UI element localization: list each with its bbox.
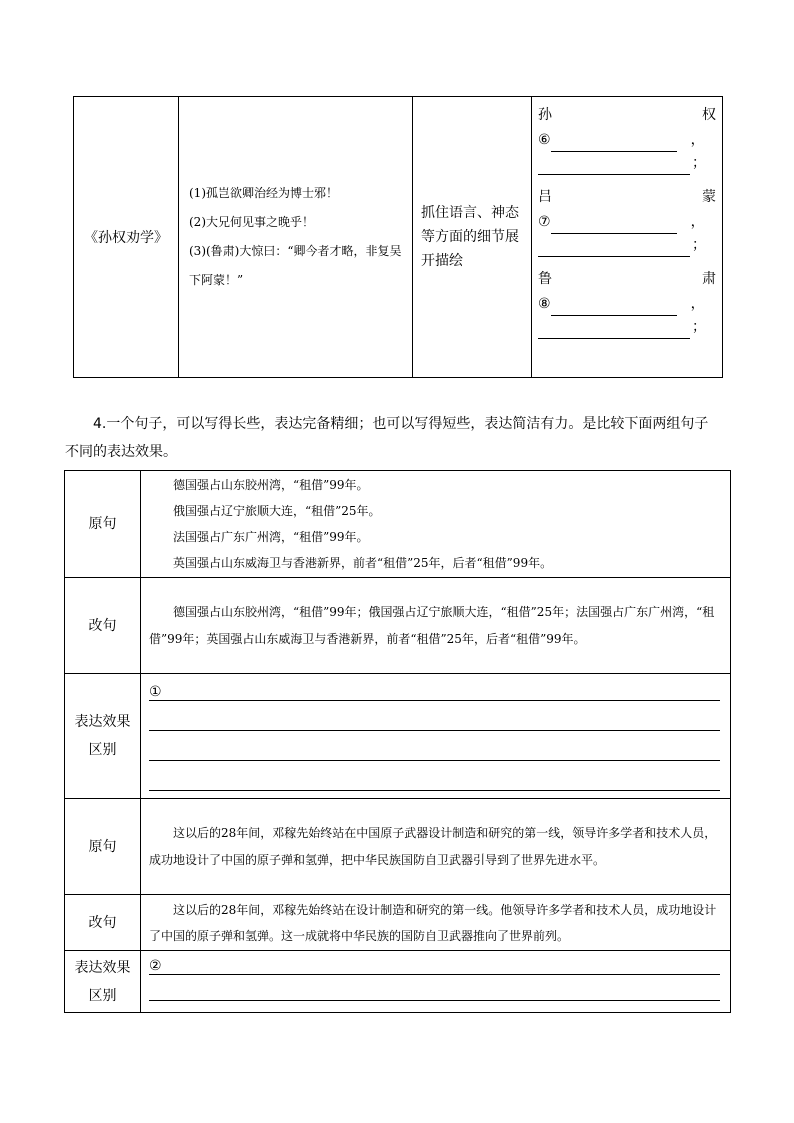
comparison-table [64, 470, 731, 1013]
method-table [73, 96, 723, 378]
answer-blank[interactable]: ⑦ ， [538, 211, 716, 234]
blanks-cell [532, 97, 723, 378]
text-title-cell [74, 97, 179, 378]
method-cell [413, 97, 532, 378]
revised-sentence: 这以后的28年间，邓稼先始终站在设计制造和研究的第一线。他领导许多学者和技术人员，成功地设计了中国的原子弹和氢弹。这一成就将中华民族的国防自卫武器推向了世界前列。 [141, 895, 731, 951]
original-label: 原句 [65, 471, 141, 578]
quotes-cell [179, 97, 413, 378]
answer-line[interactable] [149, 761, 720, 791]
sentence: 俄国强占辽宁旅顺大连，“租借”25年。 [173, 504, 381, 518]
method-text: 抓住语言、神态等方面的细节展开描绘 [421, 205, 519, 269]
answer-blank[interactable]: ； [538, 234, 716, 257]
revised-label: 改句 [65, 895, 141, 951]
answer-blank[interactable]: ； [538, 152, 716, 175]
quote-1: (1)孤岂欲卿治经为博士邪！ [189, 186, 338, 200]
answer-line[interactable]: ① [149, 683, 720, 701]
effect-answer-area[interactable] [141, 674, 731, 799]
original-sentences [141, 471, 731, 578]
question-4-line-1: 4.一个句子，可以写得长些，表达完备精细；也可以写得短些，表达简洁有力。是比较下面两组句子 [93, 416, 709, 432]
text-title: 《孙权劝学》 [84, 230, 168, 246]
answer-line[interactable]: ② [149, 958, 720, 975]
answer-line[interactable] [149, 975, 720, 1001]
character-name: 孙 权 [538, 107, 716, 123]
answer-blank[interactable]: ⑥ ， [538, 129, 716, 152]
answer-line[interactable] [149, 701, 720, 731]
original-sentence: 这以后的28年间，邓稼先始终站在中国原子武器设计制造和研究的第一线，领导许多学者和技术人员，成功地设计了中国的原子弹和氢弹，把中华民族国防自卫武器引导到了世界先进水平。 [141, 799, 731, 895]
character-name: 鲁 肃 [538, 271, 716, 287]
quote-2: (2)大兄何见事之晚乎！ [189, 215, 314, 229]
revised-sentence: 德国强占山东胶州湾，“租借”99年；俄国强占辽宁旅顺大连，“租借”25年；法国强占广东广州湾，“租借”99年；英国强占山东威海卫与香港新界，前者“租借”25年，后者“租借”99年。 [141, 578, 731, 674]
quote-3: (3)(鲁肃)大惊曰：“卿今者才略，非复吴下阿蒙！” [189, 244, 402, 287]
question-4-line-2: 不同的表达效果。 [65, 444, 177, 460]
answer-blank[interactable]: ⑧ ， [538, 293, 716, 316]
effect-label: 表达效果区别 [65, 951, 141, 1013]
character-name: 吕 蒙 [538, 189, 716, 205]
sentence: 法国强占广东广州湾，“租借”99年。 [173, 530, 369, 544]
effect-label: 表达效果区别 [65, 674, 141, 799]
question-4 [65, 410, 735, 466]
answer-blank[interactable]: ； [538, 316, 716, 339]
sentence: 英国强占山东威海卫与香港新界，前者“租借”25年，后者“租借”99年。 [173, 556, 553, 570]
revised-label: 改句 [65, 578, 141, 674]
sentence: 德国强占山东胶州湾，“租借”99年。 [173, 478, 369, 492]
original-label: 原句 [65, 799, 141, 895]
effect-answer-area[interactable] [141, 951, 731, 1013]
answer-line[interactable] [149, 731, 720, 761]
